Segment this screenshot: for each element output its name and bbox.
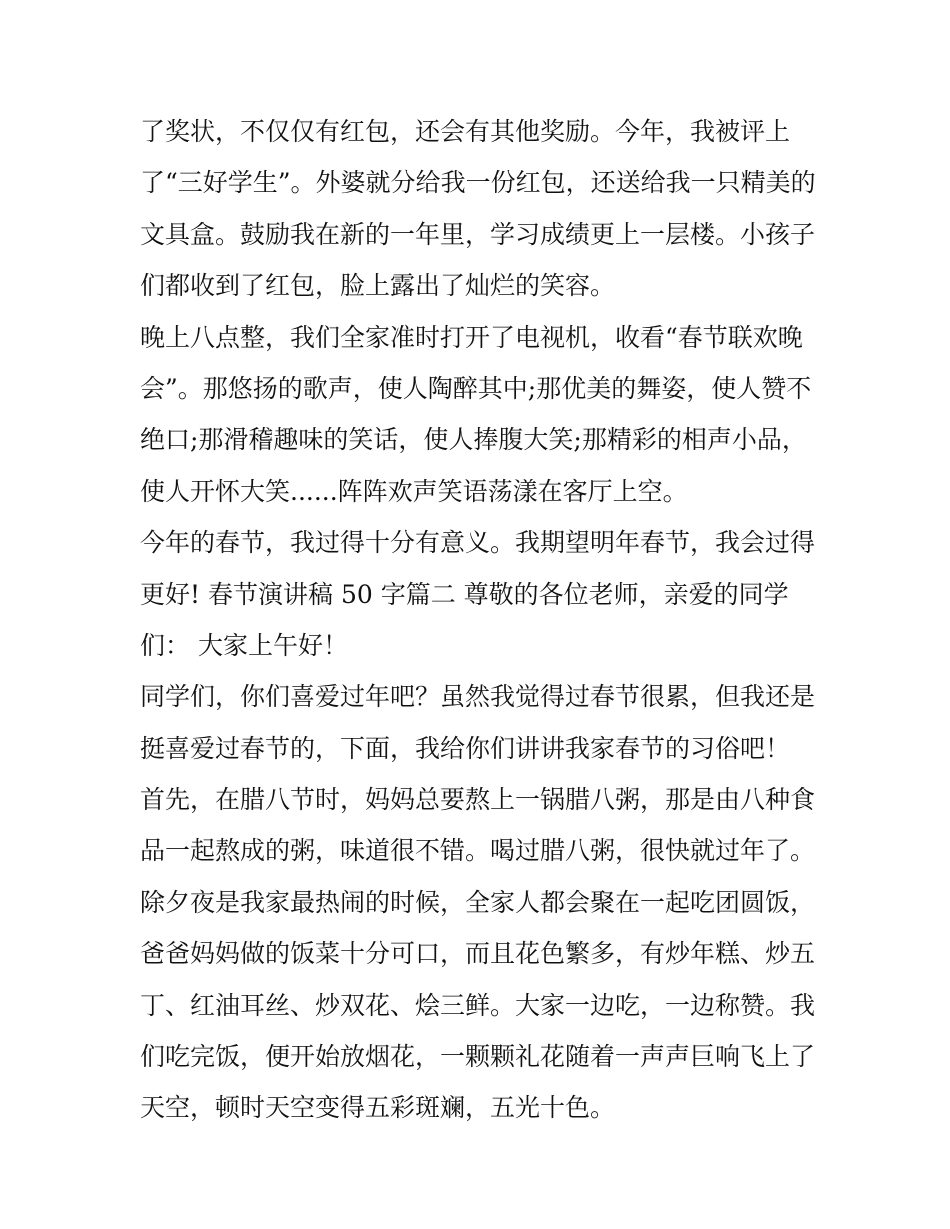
text-line-1: 了奖状，不仅仅有红包，还会有其他奖励。今年，我被评上: [140, 117, 791, 146]
text-line-17: 爸爸妈妈做的饭菜十分可口，而且花色繁多，有炒年糕、炒五: [140, 939, 816, 969]
text-line-13: 挺喜爱过春节的，下面，我给你们讲讲我家春节的习俗吧！: [140, 733, 791, 763]
text-line-7: 绝口;那滑稽趣味的笑话，使人捧腹大笑;那精彩的相声小品，: [140, 425, 807, 455]
text-line-14: 首先，在腊八节时，妈妈总要熬上一锅腊八粥，那是由八种食: [140, 785, 816, 815]
text-line-18: 丁、红油耳丝、炒双花、烩三鲜。大家一边吃，一边称赞。我: [140, 990, 816, 1020]
text-line-12: 同学们，你们喜爱过年吧？虽然我觉得过春节很累，但我还是: [140, 682, 816, 712]
text-line-2: 了“三好学生”。外婆就分给我一份红包，还送给我一只精美的: [140, 168, 816, 198]
text-line-4: 们都收到了红包，脸上露出了灿烂的笑容。: [140, 271, 616, 301]
text-line-8: 使人开怀大笑......阵阵欢声笑语荡漾在客厅上空。: [140, 476, 688, 506]
text-line-19: 们吃完饭，便开始放烟花，一颗颗礼花随着一声声巨响飞上了: [140, 1042, 816, 1072]
text-line-9: 今年的春节，我过得十分有意义。我期望明年春节，我会过得: [140, 528, 816, 558]
text-line-20: 天空，顿时天空变得五彩斑斓，五光十色。: [140, 1093, 616, 1123]
text-line-6: 会”。那悠扬的歌声，使人陶醉其中;那优美的舞姿，使人赞不: [140, 373, 812, 403]
text-line-16: 除夕夜是我家最热闹的时候，全家人都会聚在一起吃团圆饭，: [140, 887, 816, 917]
text-line-11: 们： 大家上午好！: [140, 630, 348, 660]
text-line-3: 文具盒。鼓励我在新的一年里，学习成绩更上一层楼。小孩子: [140, 219, 816, 249]
text-line-5: 晚上八点整，我们全家准时打开了电视机，收看“春节联欢晚: [140, 322, 803, 352]
text-line-10: 更好! 春节演讲稿 50 字篇二 尊敬的各位老师，亲爱的同学: [140, 579, 789, 609]
text-line-15: 品一起熬成的粥，味道很不错。喝过腊八粥，很快就过年了。: [140, 836, 816, 866]
document-body: [140, 106, 820, 1134]
